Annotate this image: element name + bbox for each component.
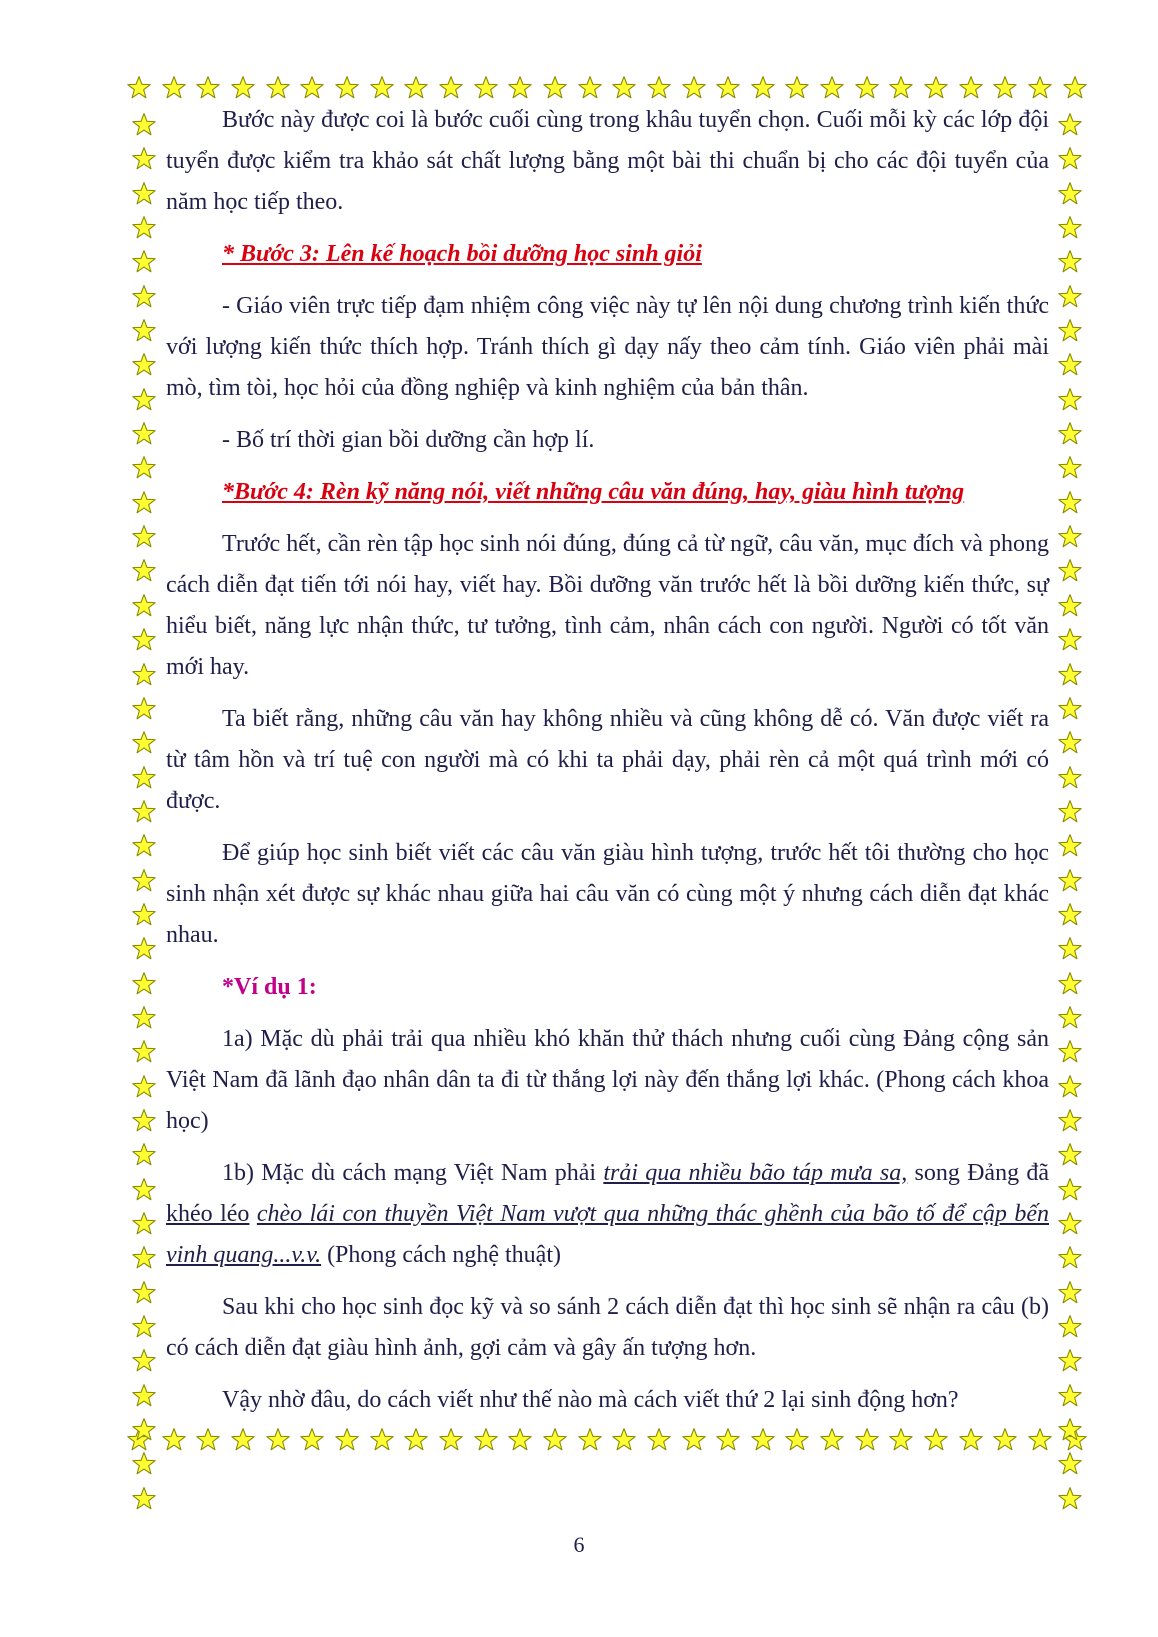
- star-icon: [1057, 1348, 1083, 1374]
- star-icon: [131, 627, 157, 653]
- star-icon: [992, 75, 1018, 101]
- star-icon: [131, 1074, 157, 1100]
- star-icon: [1057, 1074, 1083, 1100]
- star-icon: [131, 352, 157, 378]
- star-icon: [131, 455, 157, 481]
- star-border-right: [1052, 112, 1088, 1512]
- star-icon: [1057, 1280, 1083, 1306]
- star-icon: [1057, 1142, 1083, 1168]
- star-icon: [131, 1039, 157, 1065]
- star-icon: [131, 1383, 157, 1409]
- star-icon: [1057, 1314, 1083, 1340]
- star-icon: [131, 249, 157, 275]
- star-icon: [369, 75, 395, 101]
- star-icon: [131, 833, 157, 859]
- star-icon: [1057, 1245, 1083, 1271]
- heading-step-4: *Bước 4: Rèn kỹ năng nói, viết những câu văn đúng, hay, giàu hình tượng: [222, 479, 965, 505]
- star-icon: [131, 1108, 157, 1134]
- star-border-left: [126, 112, 162, 1512]
- page-number: 6: [573, 1532, 585, 1557]
- star-icon: [1057, 421, 1083, 447]
- star-icon: [1057, 455, 1083, 481]
- star-icon: [784, 75, 810, 101]
- star-icon: [1057, 352, 1083, 378]
- star-icon: [507, 75, 533, 101]
- star-icon: [1057, 524, 1083, 550]
- star-icon: [131, 421, 157, 447]
- star-icon: [131, 1005, 157, 1031]
- star-icon: [1027, 75, 1053, 101]
- star-icon: [131, 799, 157, 825]
- star-icon: [131, 1280, 157, 1306]
- star-icon: [1057, 1211, 1083, 1237]
- paragraph-question: Vậy nhờ đâu, do cách viết như thế nào mà cách viết thứ 2 lại sinh động hơn?: [222, 1387, 959, 1413]
- star-icon: [334, 75, 360, 101]
- star-icon: [1057, 833, 1083, 859]
- star-icon: [438, 75, 464, 101]
- star-icon: [131, 524, 157, 550]
- star-icon: [750, 75, 776, 101]
- star-icon: [1057, 868, 1083, 894]
- star-icon: [1057, 318, 1083, 344]
- paragraph-comparison: Sau khi cho học sinh đọc kỹ và so sánh 2 cách diễn đạt thì học sinh sẽ nhận ra câu (b) có cách diễn đạt giàu hình ảnh, gợi cảm và gây ấn tượng hơn.: [166, 1294, 1049, 1361]
- star-icon: [131, 1451, 157, 1477]
- star-icon: [265, 75, 291, 101]
- star-icon: [1057, 112, 1083, 138]
- star-icon: [131, 730, 157, 756]
- star-icon: [131, 215, 157, 241]
- paragraph-teacher-program: - Giáo viên trực tiếp đạm nhiệm công việc này tự lên nội dung chương trình kiến thức với lượng kiến thức thích hợp. Tránh thích gì dạy nấy theo cảm tính. Giáo viên phải mài mò, tìm tòi, học hỏi của đồng nghiệp và kinh nghiệm của bản thân.: [166, 293, 1049, 401]
- star-icon: [131, 284, 157, 310]
- paragraph-speaking-correctly: Trước hết, cần rèn tập học sinh nói đúng, đúng cả từ ngữ, câu văn, mục đích và phong cách diễn đạt tiến tới nói hay, viết hay. Bồi dưỡng văn trước hết là bồi dưỡng kiến thức, sự hiểu biết, năng lực nhận thức, tư tưởng, tình cảm, nhân cách con người. Người có tốt văn mới hay.: [166, 531, 1049, 680]
- star-icon: [1057, 1108, 1083, 1134]
- star-icon: [1057, 181, 1083, 207]
- star-icon: [611, 75, 637, 101]
- star-icon: [1057, 765, 1083, 791]
- star-icon: [1057, 730, 1083, 756]
- star-icon: [131, 318, 157, 344]
- star-icon: [131, 662, 157, 688]
- star-icon: [131, 1417, 157, 1443]
- star-icon: [542, 75, 568, 101]
- star-icon: [1062, 75, 1088, 101]
- star-icon: [131, 593, 157, 619]
- star-icon: [1057, 799, 1083, 825]
- heading-step-3: * Bước 3: Lên kế hoạch bồi dưỡng học sinh giỏi: [222, 241, 702, 267]
- star-icon: [958, 75, 984, 101]
- star-icon: [715, 75, 741, 101]
- star-icon: [819, 75, 845, 101]
- star-icon: [131, 1348, 157, 1374]
- star-icon: [923, 75, 949, 101]
- star-icon: [473, 75, 499, 101]
- star-icon: [131, 1211, 157, 1237]
- star-icon: [126, 75, 152, 101]
- star-icon: [1057, 902, 1083, 928]
- star-icon: [577, 75, 603, 101]
- star-icon: [1057, 558, 1083, 584]
- star-icon: [195, 75, 221, 101]
- star-icon: [1057, 696, 1083, 722]
- paragraph-imagery-sentences: Để giúp học sinh biết viết các câu văn giàu hình tượng, trước hết tôi thường cho học sinh nhận xét được sự khác nhau giữa hai câu văn có cùng một ý nhưng cách diễn đạt khác nhau.: [166, 840, 1049, 948]
- example-1a: 1a) Mặc dù phải trải qua nhiều khó khăn thử thách nhưng cuối cùng Đảng cộng sản Việt Nam đã lãnh đạo nhân dân ta đi từ thắng lợi này đến thắng lợi khác. (Phong cách khoa học): [166, 1026, 1049, 1134]
- star-icon: [1057, 1486, 1083, 1512]
- star-icon: [131, 1314, 157, 1340]
- star-icon: [131, 490, 157, 516]
- star-icon: [1057, 215, 1083, 241]
- star-icon: [1057, 146, 1083, 172]
- star-icon: [131, 112, 157, 138]
- star-icon: [131, 1177, 157, 1203]
- document-body: [166, 100, 1049, 1432]
- example-1b: 1b) Mặc dù cách mạng Việt Nam phải trải qua nhiều bão táp mưa sa, song Đảng đã khéo léo chèo lái con thuyền Việt Nam vượt qua những thác ghềnh của bão tố để cập bến vinh quang...v.v. (Phong cách nghệ thuật): [166, 1160, 1050, 1268]
- star-icon: [299, 75, 325, 101]
- star-icon: [1057, 936, 1083, 962]
- star-icon: [1057, 971, 1083, 997]
- star-icon: [1057, 1451, 1083, 1477]
- star-icon: [131, 971, 157, 997]
- example-heading: *Ví dụ 1:: [222, 974, 317, 1000]
- star-icon: [1057, 627, 1083, 653]
- star-icon: [1057, 662, 1083, 688]
- star-icon: [1057, 1039, 1083, 1065]
- star-icon: [131, 765, 157, 791]
- star-icon: [131, 902, 157, 928]
- star-icon: [131, 146, 157, 172]
- star-icon: [230, 75, 256, 101]
- star-icon: [131, 181, 157, 207]
- star-icon: [131, 1245, 157, 1271]
- star-icon: [1057, 1417, 1083, 1443]
- star-icon: [854, 75, 880, 101]
- star-icon: [681, 75, 707, 101]
- star-icon: [1057, 1383, 1083, 1409]
- star-icon: [1057, 1005, 1083, 1031]
- star-icon: [131, 1142, 157, 1168]
- star-icon: [1057, 284, 1083, 310]
- star-icon: [161, 75, 187, 101]
- star-icon: [131, 696, 157, 722]
- star-icon: [1057, 387, 1083, 413]
- star-icon: [131, 1486, 157, 1512]
- paragraph-selection-final-step: Bước này được coi là bước cuối cùng trong khâu tuyển chọn. Cuối mỗi kỳ các lớp đội tuyển được kiểm tra khảo sát chất lượng bằng một bài thi chuẩn bị cho các đội tuyển của năm học tiếp theo.: [166, 107, 1049, 215]
- star-icon: [1057, 490, 1083, 516]
- star-icon: [1057, 1177, 1083, 1203]
- star-icon: [1057, 593, 1083, 619]
- star-icon: [1057, 249, 1083, 275]
- star-icon: [403, 75, 429, 101]
- star-icon: [131, 936, 157, 962]
- star-icon: [131, 868, 157, 894]
- star-icon: [888, 75, 914, 101]
- star-icon: [646, 75, 672, 101]
- star-icon: [131, 558, 157, 584]
- paragraph-good-sentences: Ta biết rằng, những câu văn hay không nhiều và cũng không dễ có. Văn được viết ra từ tâm hồn và trí tuệ con người mà có khi ta phải dạy, phải rèn cả một quá trình mới có được.: [166, 706, 1049, 814]
- paragraph-time-arrangement: - Bố trí thời gian bồi dưỡng cần hợp lí.: [222, 427, 595, 453]
- star-icon: [131, 387, 157, 413]
